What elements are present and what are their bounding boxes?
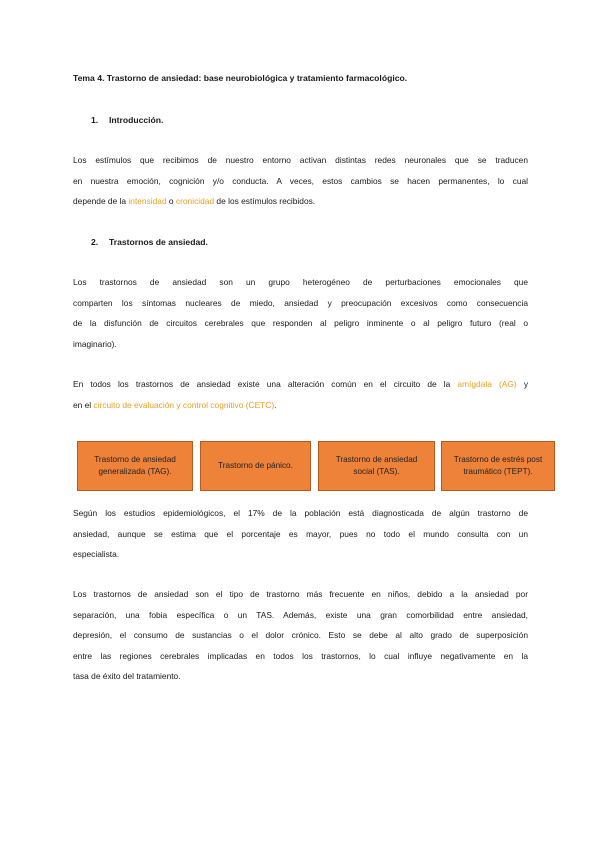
section-heading-introduccion xyxy=(91,115,163,125)
highlighted-term-intensidad: intensidad xyxy=(128,196,167,206)
paragraph-introduccion xyxy=(73,150,528,212)
paragraph-line: comparten los síntomas nucleares de miedo, ansiedad y preocupación excesivos como consecuencia xyxy=(73,297,528,308)
paragraph-comorbilidad xyxy=(73,584,528,687)
paragraph-line: Los trastornos de ansiedad son el tipo de trastorno más frecuente en niños, debido a la ansiedad por xyxy=(73,589,528,599)
paragraph-line: entre las regiones cerebrales implicadas en todos los trastornos, lo cual influye negativamente en la xyxy=(73,650,528,661)
disorder-box-label: Trastorno de estrés post traumático (TEPT). xyxy=(453,455,543,476)
section-number: 1. xyxy=(91,115,99,125)
paragraph-line: imaginario). xyxy=(73,338,117,349)
section-label: Introducción. xyxy=(109,115,164,125)
section-heading-trastornos xyxy=(91,237,208,247)
text-run: depende de la xyxy=(73,196,129,206)
paragraph-line: separación, una fobia específica o un TAS. Además, existe una gran comorbilidad entre ansiedad, xyxy=(73,609,528,620)
paragraph-circuitos xyxy=(73,374,528,415)
paragraph-line: tasa de éxito del tratamiento. xyxy=(73,671,181,681)
document-title: Tema 4. Trastorno de ansiedad: base neurobiológica y tratamiento farmacológico. xyxy=(73,73,408,83)
disorder-box-tag xyxy=(77,441,193,491)
text-run: de los estímulos recibidos. xyxy=(214,196,316,206)
text-run: . xyxy=(274,399,277,410)
paragraph-line xyxy=(73,395,528,416)
disorder-box-tept xyxy=(441,441,555,491)
section-label: Trastornos de ansiedad. xyxy=(109,237,208,247)
disorder-box-panico xyxy=(200,441,311,491)
text-run: o xyxy=(166,196,176,206)
section-number: 2. xyxy=(91,237,99,247)
text-run: y xyxy=(516,379,529,389)
highlighted-term-cetc: circuito de evaluación y control cognitivo (CETC) xyxy=(93,399,275,410)
paragraph-line: en nuestra emoción, cognición y/o conducta. A veces, estos cambios se hacen permanentes, lo cual xyxy=(73,175,528,186)
paragraph-line: especialista. xyxy=(73,549,120,559)
paragraph-line: de la disfunción de circuitos cerebrales que responden al peligro inminente o al peligro futuro (real o xyxy=(73,318,528,328)
paragraph-line: depresión, el consumo de sustancias o el dolor crónico. Esto se debe al alto grado de superposición xyxy=(73,630,528,640)
disorder-box-tas xyxy=(318,441,435,491)
paragraph-line xyxy=(73,374,528,395)
paragraph-line: Los estímulos que recibimos de nuestro entorno activan distintas redes neuronales que se traducen xyxy=(73,155,528,165)
highlighted-term-cronicidad: cronicidad xyxy=(175,196,215,206)
disorder-box-label: Trastorno de ansiedad social (TAS). xyxy=(335,455,418,476)
disorder-box-label: Trastorno de pánico. xyxy=(218,461,293,470)
paragraph-line: ansiedad, aunque se estima que el porcentaje es mayor, pues no todo el mundo consulta con un xyxy=(73,528,528,539)
highlighted-term-amigdala: amígdala (AG) xyxy=(457,379,517,389)
paragraph-definicion xyxy=(73,272,528,354)
paragraph-line xyxy=(73,191,528,212)
text-run: En todos los trastornos de ansiedad existe una alteración común en el circuito de la xyxy=(73,379,458,389)
disorder-box-label: Trastorno de ansiedad generalizada (TAG). xyxy=(94,455,176,476)
paragraph-line: Los trastornos de ansiedad son un grupo heterogéneo de perturbaciones emocionales que xyxy=(73,277,528,287)
text-run: en el xyxy=(73,399,94,410)
paragraph-epidemiologia xyxy=(73,503,528,565)
paragraph-line: Según los estudios epidemiológicos, el 17% de la población está diagnosticada de algún trastorno de xyxy=(73,508,528,518)
